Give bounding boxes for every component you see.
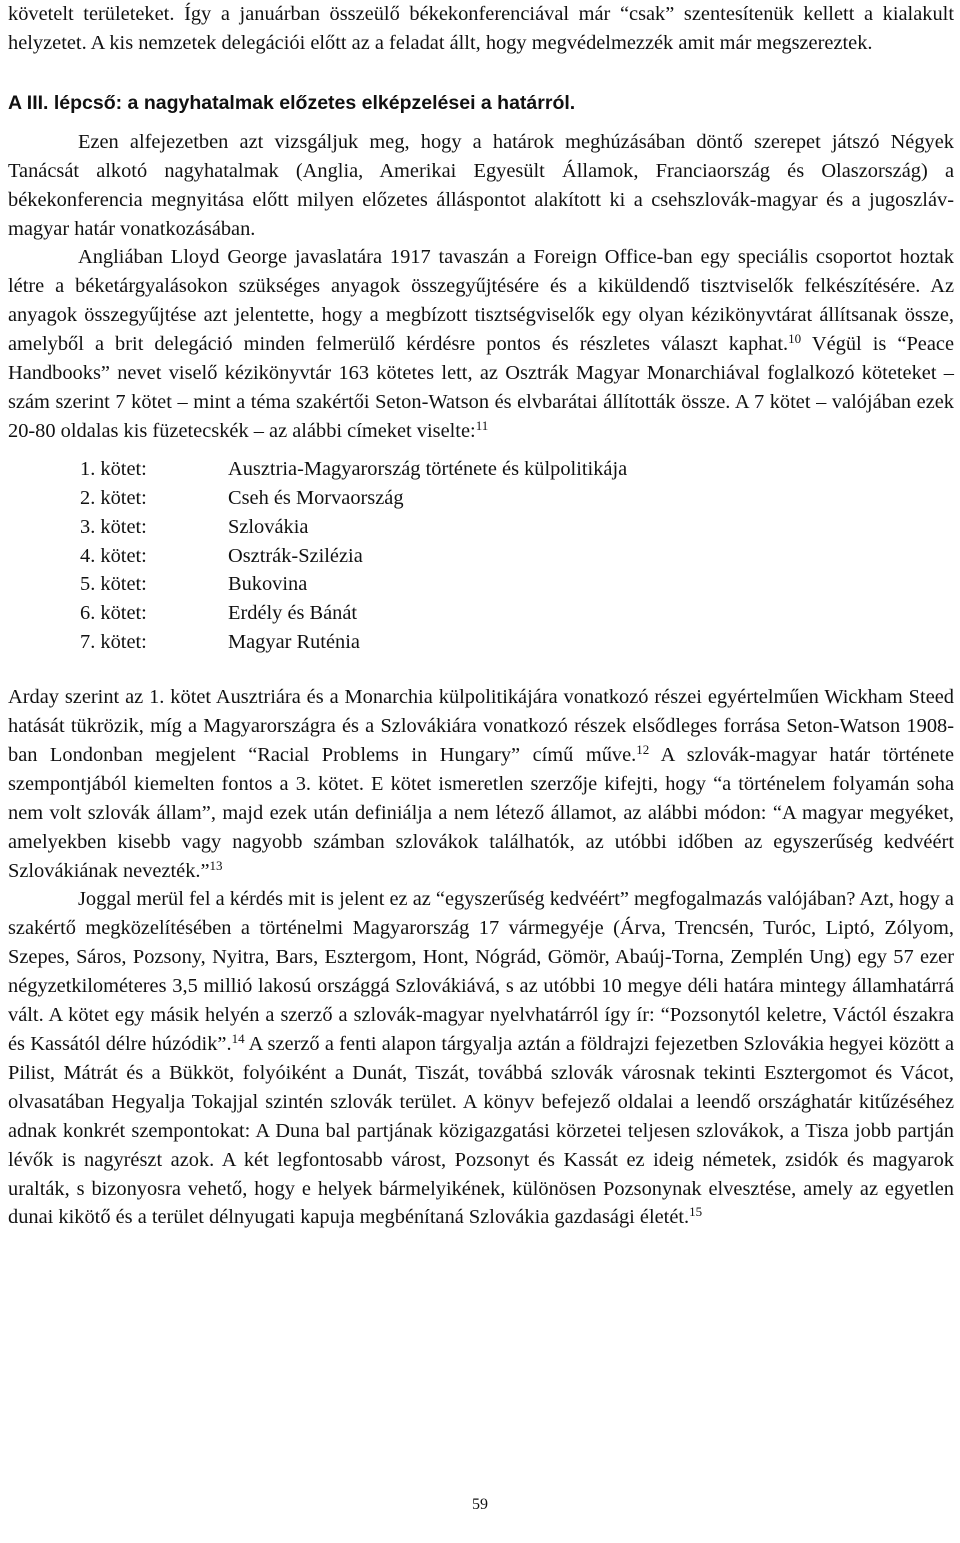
page-number: 59	[472, 1496, 488, 1513]
volume-label: 3. kötet:	[80, 515, 147, 538]
paragraph-2	[8, 243, 954, 445]
volume-label: 4. kötet:	[80, 544, 147, 567]
paragraph-3	[8, 683, 954, 885]
paragraph-2-text-b: Végül is “Peace Handbooks” nevet viselő kézikönyvtár 163 kötetes lett, az Osztrák Magyar Monarchiával foglalkozó köteteket – szám szerint 7 kötet – mint a téma szakértői Seton-Watson és elvbarátai állították össze. A 7 kötet – valójában ezek 20-80 oldalas kis füzetecskék – az alábbi címeket viselte:	[8, 333, 954, 442]
paragraph-4	[8, 885, 954, 1232]
section-heading: A III. lépcső: a nagyhatalmak előzetes elképzelései a határról.	[8, 91, 576, 114]
volume-title: Osztrák-Szilézia	[228, 544, 363, 567]
volume-label: 7. kötet:	[80, 631, 147, 654]
paragraph-4-text-b: A szerző a fenti alapon tárgyalja aztán a földrajzi fejezetben Szlovákia hegyei között a Pilist, Mátrát és a Bükköt, folyóiként a Dunát, Tiszát, továbbá szlovák városnak tekinti Esztergomot és Vácot, olvasatában Hegyalja Tokajjal szintén szlovák terület. A könyv befejező oldalai a leendő országhatár kitűzéséhez adnak konkrét szempontokat: A Duna bal partjának közigazgatási körzetei teljesen szlovákok, a Tisza jobb partján lévők is nagyrészt azok. A két legfontosabb várost, Pozsonyt és Kassát ez ideig németek, zsidók és magyarok uralták, s bizonyosra vehető, hogy e helyek bármelyikének, különösen Pozsonynak elvesztése, amely az egyetlen dunai kikötő és a terület délnyugati kapuja megbénítaná Szlovákia gazdasági életét.	[8, 1033, 955, 1229]
volume-title: Ausztria-Magyarország története és külpolitikája	[228, 457, 628, 480]
volume-label: 2. kötet:	[80, 486, 147, 509]
paragraph-4-text-a: Joggal merül fel a kérdés mit is jelent ez az “egyszerűség kedvéért” megfogalmazás valójában? Azt, hogy a szakértő megközelítésében a történelmi Magyarország 17 vármegyéje (Árva, Trencsén, Turóc, Liptó, Zólyom, Szepes, Sáros, Pozsony, Nyitra, Bars, Esztergom, Hont, Nógrád, Gömör, Abaúj-Torna, Zemplén Ung) egy 57 ezer négyzetkilométeres 3,5 millió lakosú országgá Szlovákiává, s az utóbbi 10 megye déli határa mintegy államhatárrá vált. A kötet egy másik helyén a szerző a szlovák-magyar nyelvhatárról így ír: “Pozsonytól keletre, Váctól északra és Kassától délre húzódik”.	[8, 888, 954, 1055]
list-item	[80, 513, 954, 542]
list-item	[80, 542, 954, 571]
list-item	[80, 599, 954, 628]
footnote-ref-15[interactable]: 15	[689, 1204, 703, 1220]
volume-label: 1. kötet:	[80, 457, 147, 480]
list-item	[80, 484, 954, 513]
volume-title: Erdély és Bánát	[228, 602, 358, 625]
footnote-ref-13[interactable]: 13	[209, 857, 223, 873]
volume-label: 6. kötet:	[80, 602, 147, 625]
volume-title: Cseh és Morvaország	[228, 486, 404, 509]
intro-paragraph: követelt területeket. Így a januárban összeülő békekonferenciával már “csak” szentesítenük kellett a kialakult helyzetet. A kis nemzetek delegációi előtt az a feladat állt, hogy megvédelmezzék amit már megszereztek.	[8, 3, 954, 54]
volume-title: Szlovákia	[228, 515, 309, 538]
document-page	[8, 0, 954, 1232]
volume-title: Magyar Ruténia	[228, 631, 360, 654]
list-item	[80, 455, 954, 484]
paragraph-3-text-b: A szlovák-magyar határ története szempontjából kiemelten fontos a 3. kötet. E kötet ismeretlen szerzője kifejti, hogy “a történelem folyamán soha nem volt szlovák állam”, majd ezek után definiálja a nem létező államot, az alábbi módon: “A magyar megyéket, amelyekben kisebb vagy nagyobb számban szlovákok találhatók, az utóbbi időben az egyszerűség kedvéért Szlovákiának nevezték.”	[8, 743, 954, 882]
volume-title: Bukovina	[228, 573, 308, 596]
footnote-ref-14[interactable]: 14	[231, 1031, 245, 1046]
footnote-ref-11[interactable]: 11	[475, 417, 489, 433]
volume-label: 5. kötet:	[80, 573, 147, 596]
paragraph-1: Ezen alfejezetben azt vizsgáljuk meg, hogy a határok meghúzásában döntő szerepet játszó Négyek Tanácsát alkotó nagyhatalmak (Anglia, Amerikai Egyesült Államok, Franciaország és Olaszország) a békekonferencia megnyitása előtt milyen előzetes álláspontot alakított ki a csehszlovák-magyar és a jugoszláv-magyar határ vonatkozásában.	[8, 130, 954, 240]
volume-list	[8, 455, 954, 657]
list-item	[80, 628, 954, 657]
footnote-ref-12[interactable]: 12	[636, 741, 650, 757]
list-item	[80, 570, 954, 599]
paragraph-3-text-a: Arday szerint az 1. kötet Ausztriára és a Monarchia külpolitikájára vonatkozó részei egyértelműen Wickham Steed hatását tükrözik, míg a Magyarországra és a Szlovákiára vonatkozó részek elsődleges forrása Seton-Watson 1908-ban Londonban megjelent “Racial Problems in Hungary” című műve.	[8, 686, 954, 766]
footnote-ref-10[interactable]: 10	[788, 331, 802, 347]
paragraph-2-text-a: Angliában Lloyd George javaslatára 1917 tavaszán a Foreign Office-ban egy speciális csoportot hoztak létre a béketárgyalásokon szükséges anyagok összegyűjtésére és a kiküldendő tisztviselők felkészítésére. Az anyagok összegyűjtése azt jelentette, hogy a megbízott tisztségviselők egy olyan kézikönyvtárat állítsanak össze, amelyből a brit delegáció minden felmerülő kérdésre pontos és részletes választ kaphat.	[8, 246, 954, 356]
